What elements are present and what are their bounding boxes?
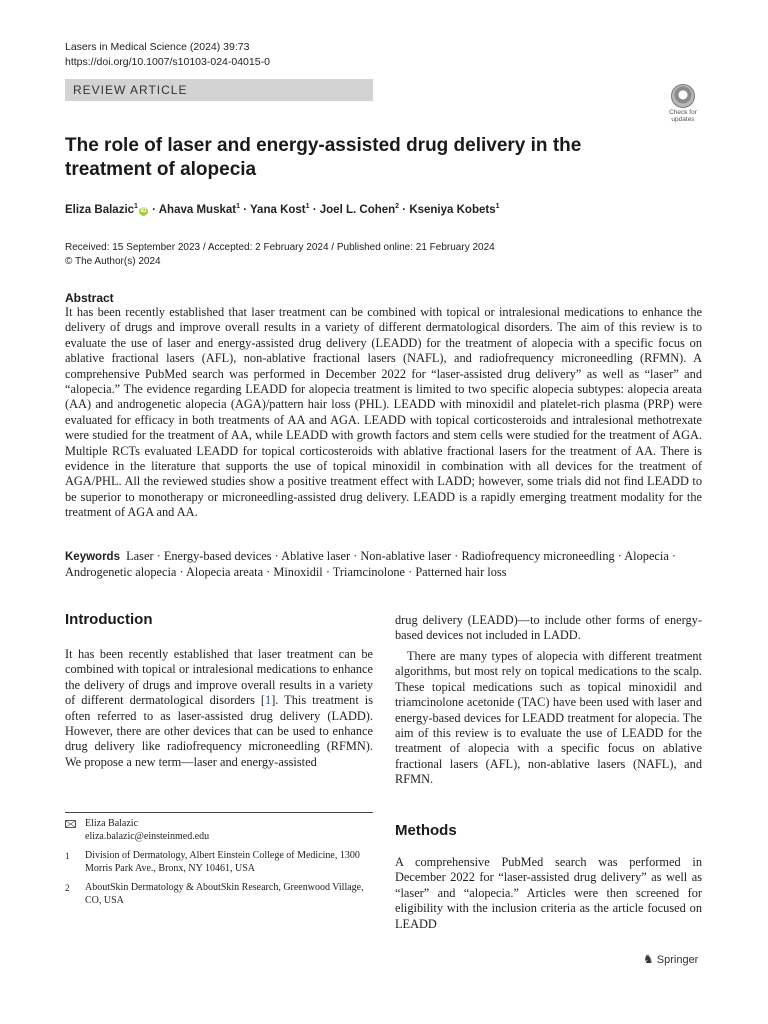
- author-name[interactable]: Yana Kost: [250, 203, 306, 216]
- publication-dates: [65, 241, 495, 269]
- introduction-paragraph: [65, 647, 373, 770]
- author-affiliation-mark: 1: [134, 203, 138, 210]
- introduction-paragraph-continued: drug delivery (LEADD)—to include other forms of energy-based devices not included in LADD.: [395, 613, 702, 643]
- author-name[interactable]: Eliza Balazic: [65, 203, 135, 216]
- mail-icon: [65, 820, 76, 828]
- publisher-name: Springer: [656, 954, 699, 966]
- intro-text-part1: It has been recently established that laser treatment can be combined with topical or intralesional medications to enhance the delivery of drugs and improve overall results in a variety of different dermatological disorders [: [65, 647, 373, 708]
- article-type-banner: REVIEW ARTICLE: [65, 79, 373, 101]
- corresponding-author-name: Eliza Balazic: [85, 818, 139, 829]
- affiliation-note: [65, 850, 373, 875]
- methods-heading: Methods: [395, 822, 457, 839]
- author-affiliation-mark: 1: [305, 203, 310, 210]
- affiliation-note: [65, 882, 373, 907]
- footnote-divider: [65, 812, 373, 813]
- journal-citation: Lasers in Medical Science (2024) 39:73: [65, 41, 250, 53]
- affiliation-text: Division of Dermatology, Albert Einstein College of Medicine, 1300 Morris Park Ave., Bronx, NY 10461, USA: [85, 850, 360, 874]
- doi-link[interactable]: https://doi.org/10.1007/s10103-024-04015-0: [65, 56, 270, 68]
- corresponding-author-note: [65, 818, 373, 843]
- introduction-heading: Introduction: [65, 611, 153, 628]
- publication-history: Received: 15 September 2023 / Accepted: 2 February 2024 / Published online: 21 February 2024: [65, 242, 495, 253]
- affiliation-text: AboutSkin Dermatology & AboutSkin Research, Greenwood Village, CO, USA: [85, 882, 364, 906]
- author-name[interactable]: Kseniya Kobets: [409, 203, 496, 216]
- abstract-section: [65, 291, 702, 521]
- article-title: The role of laser and energy-assisted drug delivery in the treatment of alopecia: [65, 135, 582, 180]
- author-name[interactable]: Joel L. Cohen: [319, 203, 396, 216]
- keywords-text: Laser · Energy-based devices · Ablative laser · Non-ablative laser · Radiofrequency microneedling · Alopecia · Androgenetic alopecia · Alopecia areata · Minoxidil · Triamcinolone · Patterned hair loss: [65, 549, 677, 580]
- publisher-logo: [643, 952, 698, 966]
- author-affiliation-mark: 1: [495, 203, 500, 210]
- author-name[interactable]: Ahava Muskat: [158, 203, 237, 216]
- author-list: Eliza Balazic$^1$iD · Ahava Muskat$^1$ · Yana Kost$^1$ · Joel L. Cohen$^2$ · Kseniya Kobets$^1$: [65, 203, 500, 216]
- check-for-updates-icon: [671, 84, 695, 108]
- check-updates-line2: updates: [671, 116, 695, 123]
- orcid-icon[interactable]: iD: [140, 207, 147, 214]
- corresponding-author-email[interactable]: eliza.balazic@einsteinmed.edu: [85, 830, 210, 842]
- springer-horse-icon: ♞: [643, 952, 654, 966]
- abstract-text: It has been recently established that laser treatment can be combined with topical or intralesional medications to enhance the delivery of drugs and improve overall results in a variety of different dermatological disorders. The aim of this review is to evaluate the use of laser and energy-assisted drug delivery (LEADD) for the treatment of alopecia with a specific focus on ablative fractional lasers (AFL), non-ablative fractional lasers (NAFL), and radiofrequency microneedling (RFMN). A comprehensive PubMed search was performed in December 2022 for “laser-assisted drug delivery” as well as “laser” and “alopecia.” The evidence regarding LEADD for alopecia treatment is limited to two specific alopecia subtypes: alopecia areata (AA) and androgenetic alopecia (AGA)/pattern hair loss (PHL). LEADD with minoxidil and platelet-rich plasma (PRP) were evaluated for efficacy in both treatments of AA and AGA. LEADD with topical corticosteroids and intralesional methotrexate were studied for the treatment of AA, while LEADD with growth factors and stem cells were studied for the treatment of AGA. Multiple RCTs evaluated LEADD for topical corticosteroids with ablative fractional lasers for the treatment of AA. There is evidence in the literature that supports the use of topical minoxidil in combination with all devices for the treatment of AGA/PHL. All the reviewed studies show a positive treatment effect with LADD; however, some trials did not find LEADD to be superior to monotherapy or microneedling-assisted drug delivery. LEADD is a rapidly emerging treatment modality for the treatment of AGA and AA.: [65, 305, 702, 520]
- introduction-paragraph: There are many types of alopecia with different treatment algorithms, but most rely on topical medications to the scalp. These topical medications such as topical minoxidil and triamcinolone acetonide (TAC) have been used with laser and energy-based devices for LEADD treatment for alopecia. The aim of this review is to evaluate the use of LEADD for the treatment of alopecia with a specific focus on ablative fractional lasers (AFL), non-ablative lasers (NAFL), and RFMN.: [395, 649, 702, 787]
- abstract-heading: Abstract: [65, 291, 114, 305]
- intro-text-part2: ]. This treatment is often referred to as laser-assisted drug delivery (LADD). However, there are other devices that can be used to enhance drug delivery like radiofrequency microneedling (RFMN). We propose a new term—laser and energy-assisted: [65, 693, 373, 769]
- keywords-section: [65, 549, 702, 581]
- affiliation-mark: 1: [65, 851, 70, 861]
- check-updates-line1: Check for: [669, 109, 697, 116]
- methods-paragraph: A comprehensive PubMed search was performed in December 2022 for “laser-assisted drug delivery” as well as “laser” and “alopecia.” Articles were then screened for eligibility with the inclusion criteria as the article focused on LEADD: [395, 855, 702, 931]
- author-affiliation-mark: 1: [236, 203, 240, 210]
- journal-header: [65, 40, 270, 70]
- copyright-notice: © The Author(s) 2024: [65, 256, 161, 267]
- author-affiliation-mark: 2: [395, 203, 400, 210]
- footnotes: [65, 818, 373, 914]
- check-for-updates-badge[interactable]: [664, 84, 702, 124]
- keywords-label: Keywords: [65, 551, 120, 563]
- affiliation-mark: 2: [65, 883, 70, 893]
- reference-link[interactable]: 1: [265, 693, 272, 708]
